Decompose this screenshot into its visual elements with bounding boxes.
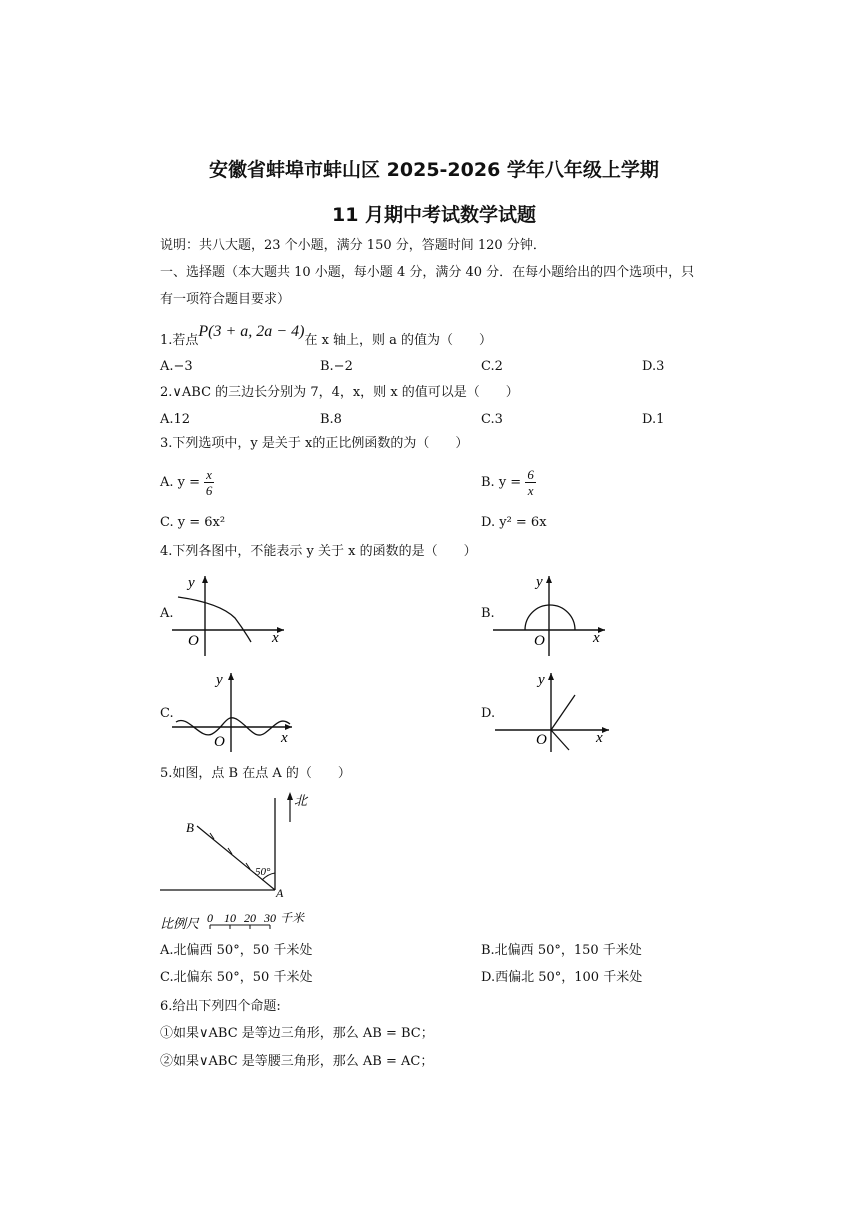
section-heading-line1: 一、选择题（本大题共 10 小题，每小题 4 分，满分 40 分．在每小题给出的四个选项中，只 xyxy=(160,265,695,280)
q5-option-c: C.北偏东 50°，50 千米处 xyxy=(160,970,313,985)
graph-c-origin: O xyxy=(214,734,225,750)
q5-scale-10: 10 xyxy=(224,911,236,925)
exam-instructions: 说明：共八大题，23 个小题，满分 150 分，答题时间 120 分钟． xyxy=(160,238,546,253)
q2-stem: 2.∨ABC 的三边长分别为 7，4，x，则 x 的值可以是（ ） xyxy=(160,385,519,400)
q5-scale-30: 30 xyxy=(264,911,276,925)
graph-d-x-label: x xyxy=(596,730,603,746)
q3-option-c: C. y = 6x² xyxy=(160,515,226,530)
q3-option-b-prefix: B. y = xyxy=(481,475,522,490)
q6-item-2: ②如果∨ABC 是等腰三角形，那么 AB = AC； xyxy=(160,1054,434,1069)
graph-b-origin: O xyxy=(534,633,545,649)
q3-option-a-denominator: 6 xyxy=(205,483,213,498)
graph-d-y-label: y xyxy=(538,672,545,688)
q5-point-a: A xyxy=(276,886,284,900)
q2-option-d: D.1 xyxy=(642,412,665,427)
q4-label-b: B. xyxy=(481,606,495,621)
graph-c-x-label: x xyxy=(281,730,288,746)
graph-a-x-label: x xyxy=(272,630,279,646)
q1-option-b: B.−2 xyxy=(320,359,353,374)
q3-option-a-numerator: x xyxy=(206,467,212,482)
q5-angle-label: 50° xyxy=(255,866,271,878)
graph-b-y-label: y xyxy=(536,574,543,590)
q5-north-label: 北 xyxy=(294,793,308,808)
q1-option-c: C.2 xyxy=(481,359,503,374)
graph-d-origin: O xyxy=(536,732,547,748)
q5-scale-label: 比例尺 xyxy=(160,916,200,931)
graph-c-y-label: y xyxy=(216,672,223,688)
q5-scale-unit: 千米 xyxy=(280,911,305,925)
q5-scale-0: 0 xyxy=(207,911,213,925)
q6-item-1: ①如果∨ABC 是等边三角形，那么 AB = BC； xyxy=(160,1026,434,1041)
q5-segment-ab xyxy=(197,826,275,890)
q3-option-b-denominator: x xyxy=(527,483,534,498)
q3-stem: 3.下列选项中，y 是关于 x的正比例函数的为（ ） xyxy=(160,436,469,451)
q5-option-d: D.西偏北 50°，100 千米处 xyxy=(481,970,643,985)
paper-title-line2: 11 月期中考试数学试题 xyxy=(331,204,537,226)
q4-label-c: C. xyxy=(160,706,174,721)
q2-option-b: B.8 xyxy=(320,412,342,427)
q1-suffix: 在 x 轴上，则 a 的值为（ ） xyxy=(304,333,493,348)
q5-option-a: A.北偏西 50°，50 千米处 xyxy=(160,943,313,958)
q3-option-d: D. y² = 6x xyxy=(481,515,547,530)
q1-option-d: D.3 xyxy=(642,359,665,374)
q5-point-b: B xyxy=(186,820,194,835)
paper-title-line1: 安徽省蚌埠市蚌山区 2025-2026 学年八年级上学期 xyxy=(209,159,659,181)
graph-b-x-label: x xyxy=(593,630,600,646)
q3-option-b-numerator: 6 xyxy=(527,467,534,482)
q2-option-c: C.3 xyxy=(481,412,503,427)
q4-stem: 4.下列各图中，不能表示 y 关于 x 的函数的是（ ） xyxy=(160,544,477,559)
q6-stem: 6.给出下列四个命题: xyxy=(160,999,281,1014)
q5-option-b: B.北偏西 50°，150 千米处 xyxy=(481,943,642,958)
q1-option-a: A.−3 xyxy=(160,359,193,374)
q1-prefix: 1.若点 xyxy=(160,333,199,348)
q5-stem: 5.如图，点 B 在点 A 的（ ） xyxy=(160,766,351,781)
q2-option-a: A.12 xyxy=(160,412,191,427)
q5-north-arrow-head xyxy=(287,792,293,800)
q4-label-d: D. xyxy=(481,706,496,721)
q5-scale-20: 20 xyxy=(244,911,256,925)
graph-a-y-label: y xyxy=(188,575,195,591)
q4-label-a: A. xyxy=(160,606,174,621)
q3-option-a-prefix: A. y = xyxy=(160,475,201,490)
graph-a-origin: O xyxy=(188,633,199,649)
q1-point: P(3 + a, 2a − 4) xyxy=(198,323,305,340)
section-heading-line2: 有一项符合题目要求） xyxy=(160,292,291,307)
